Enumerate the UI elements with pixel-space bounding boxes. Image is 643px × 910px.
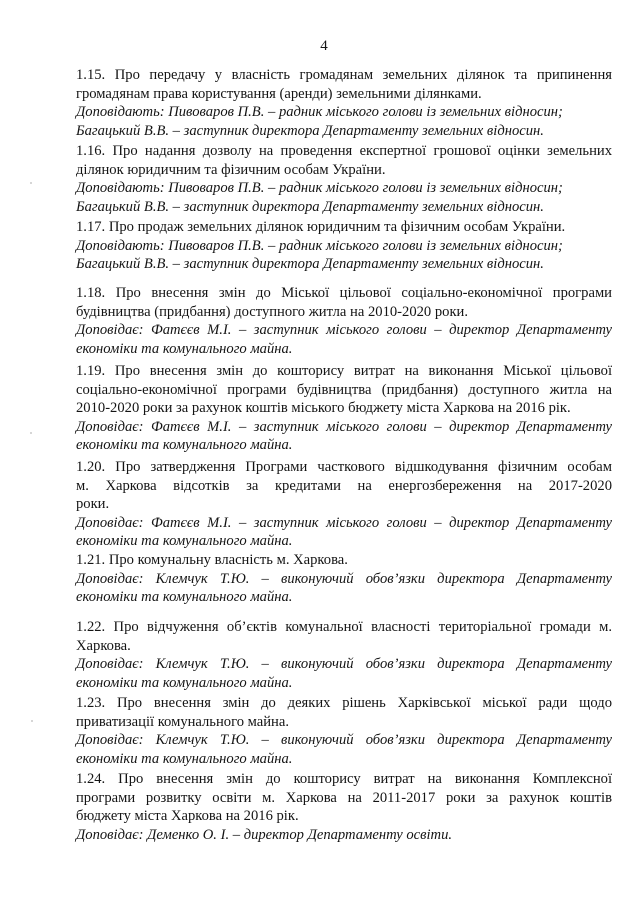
agenda-item-title: 1.20. Про затвердження Програми часткового відшкодування фізичним особам bbox=[76, 459, 612, 475]
agenda-item-title: 1.15. Про передачу у власність громадянам земельних ділянок та припинення bbox=[76, 67, 612, 83]
agenda-item-speaker: економіки та комунального майна. bbox=[76, 750, 293, 767]
scan-speck bbox=[30, 182, 32, 184]
agenda-item bbox=[76, 284, 612, 358]
agenda-item-speaker: Доповідають: Пивоваров П.В. – радник міського голови із земельних відносин; bbox=[76, 237, 563, 254]
agenda-item-speaker: Доповідає: Клемчук Т.Ю. – виконуючий обов’язки директора Департаменту bbox=[76, 656, 612, 673]
agenda-item bbox=[76, 551, 612, 607]
agenda-item-speaker: Доповідає: Клемчук Т.Ю. – виконуючий обов’язки директора Департаменту bbox=[76, 732, 612, 749]
agenda-item-title: роки. bbox=[76, 496, 110, 513]
agenda-item-title: громадянам права користування (аренди) земельними ділянками. bbox=[76, 85, 482, 102]
agenda-item-title: 1.23. Про внесення змін до деяких рішень Харківської міської ради щодо bbox=[76, 695, 612, 711]
agenda-item-title: будівництва (придбання) доступного житла на 2010-2020 роки. bbox=[76, 303, 468, 320]
agenda-item bbox=[76, 142, 612, 216]
agenda-item-speaker: Доповідає: Фатєєв М.І. – заступник міського голови – директор Департаменту bbox=[76, 322, 612, 339]
agenda-item-title: 2010-2020 роки за рахунок коштів міського бюджету міста Харкова на 2016 рік. bbox=[76, 400, 571, 417]
agenda-item bbox=[76, 618, 612, 692]
page-number: 4 bbox=[320, 38, 328, 54]
scan-speck bbox=[31, 720, 33, 722]
agenda-item-speaker: Доповідають: Пивоваров П.В. – радник міського голови із земельних відносин; bbox=[76, 104, 563, 121]
agenda-item-title: приватизації комунального майна. bbox=[76, 713, 289, 730]
agenda-item-speaker: Доповідають: Пивоваров П.В. – радник міського голови із земельних відносин; bbox=[76, 180, 563, 197]
agenda-item-title: 1.24. Про внесення змін до кошторису витрат на виконання Комплексної bbox=[76, 771, 612, 787]
scan-speck bbox=[30, 432, 32, 434]
agenda-item-title: 1.22. Про відчуження об’єктів комунальної власності територіальної громади м. bbox=[76, 619, 612, 635]
agenda-item-title: 1.16. Про надання дозволу на проведення експертної грошової оцінки земельних bbox=[76, 143, 612, 159]
agenda-item-title: 1.21. Про комунальну власність м. Харкова. bbox=[76, 552, 348, 568]
agenda-item bbox=[76, 770, 612, 844]
agenda-item bbox=[76, 66, 612, 140]
agenda-item-speaker: Доповідає: Фатєєв М.І. – заступник міського голови – директор Департаменту bbox=[76, 514, 612, 531]
agenda-item-title: програми розвитку освіти м. Харкова на 2011-2017 роки за рахунок коштів bbox=[76, 789, 612, 806]
agenda-item bbox=[76, 218, 612, 274]
agenda-item-speaker: Доповідає: Деменко О. І. – директор Департаменту освіти. bbox=[76, 826, 453, 843]
agenda-item-title: 1.17. Про продаж земельних ділянок юридичним та фізичним особам України. bbox=[76, 219, 566, 235]
agenda-item-speaker: економіки та комунального майна. bbox=[76, 340, 293, 357]
agenda-item-speaker: Доповідає: Фатєєв М.І. – заступник міського голови – директор Департаменту bbox=[76, 418, 612, 435]
agenda-item-speaker: економіки та комунального майна. bbox=[76, 674, 293, 691]
agenda-item-title: 1.19. Про внесення змін до кошторису витрат на виконання Міської цільової bbox=[76, 363, 612, 379]
agenda-item-speaker: Багацький В.В. – заступник директора Департаменту земельних відносин. bbox=[76, 122, 544, 139]
agenda-item-title: Харкова. bbox=[76, 637, 131, 654]
agenda-item-speaker: Доповідає: Клемчук Т.Ю. – виконуючий обов’язки директора Департаменту bbox=[76, 570, 612, 587]
agenda-item-speaker: економіки та комунального майна. bbox=[76, 533, 293, 550]
agenda-item-speaker: економіки та комунального майна. bbox=[76, 589, 293, 606]
agenda-item-title: м. Харкова відсотків за кредитами на енергозбереження на 2017-2020 bbox=[76, 477, 612, 494]
agenda-item-title: соціально-економічної програми будівництва (придбання) доступного житла на bbox=[76, 381, 612, 398]
agenda-item-speaker: Багацький В.В. – заступник директора Департаменту земельних відносин. bbox=[76, 256, 544, 273]
agenda-item bbox=[76, 458, 612, 551]
agenda-item bbox=[76, 362, 612, 455]
agenda-item bbox=[76, 694, 612, 768]
agenda-item-title: бюджету міста Харкова на 2016 рік. bbox=[76, 808, 299, 825]
agenda-item-title: ділянок юридичним та фізичним особам України. bbox=[76, 161, 386, 178]
agenda-item-speaker: Багацький В.В. – заступник директора Департаменту земельних відносин. bbox=[76, 198, 544, 215]
agenda-item-speaker: економіки та комунального майна. bbox=[76, 437, 293, 454]
agenda-item-title: 1.18. Про внесення змін до Міської цільової соціально-економічної програми bbox=[76, 285, 612, 301]
